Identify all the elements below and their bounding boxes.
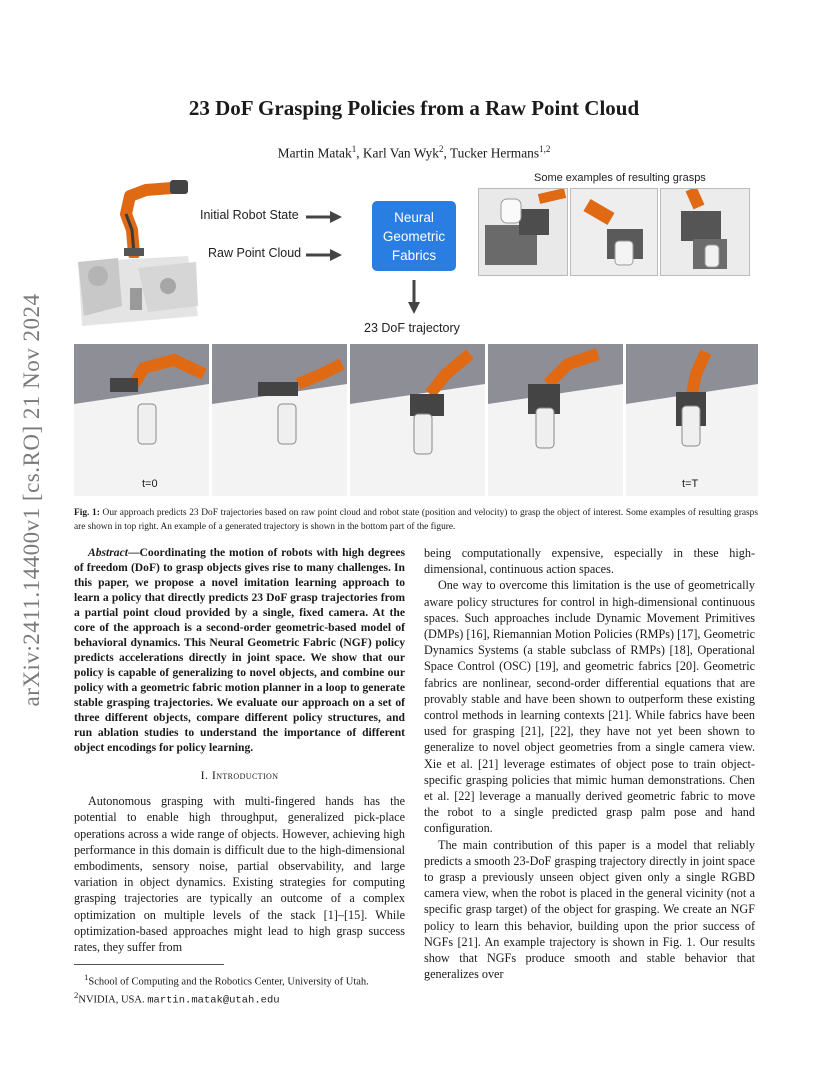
footnote-rule: [74, 964, 224, 965]
ngf-model-label: Neural Geometric Fabrics: [382, 209, 446, 263]
arxiv-id: arXiv:2411.14400v1 [cs.RO] 21 Nov 2024: [19, 293, 44, 707]
left-column: [74, 545, 405, 955]
abstract-label: Abstract: [88, 546, 128, 559]
intro-paragraph-1: Autonomous grasping with multi-fingered hands has the potential to enable high throughput, generalized pick-place operations across a wide range of objects. However, achieving high performance in this domain is difficult due to the high-dimensional embodiments, sensory noise, partial observability, and large variation in object dynamics. Existing strategies for computing grasping trajectories are typically an outcome of a complex optimization on multiple levels of the stack [1]–[15]. While optimization-based approaches might lead to high grasp success rates, they suffer from: [74, 794, 405, 955]
section-title: Introduction: [211, 768, 279, 782]
footnote-affiliation-2: NVIDIA, USA.: [78, 994, 145, 1006]
caption-text: Our approach predicts 23 DoF trajectories based on raw point cloud and robot state (position and velocity) to grasp the object of interest. Some examples of resulting grasps are shown in top right. An example of a generated trajectory is shown in the bottom part of the figure.: [74, 508, 758, 532]
trajectory-frame-4: [488, 344, 623, 496]
grasp-example-1: [478, 188, 568, 276]
author-separator: ,: [356, 145, 363, 161]
figure-caption: [74, 506, 758, 534]
trajectory-frame-1: [74, 344, 209, 496]
point-cloud-image: [78, 256, 198, 326]
grasp-example-2: [570, 188, 658, 276]
author-separator: ,: [443, 145, 450, 161]
label-grasp-examples: Some examples of resulting grasps: [534, 172, 706, 184]
paper-title: 23 DoF Grasping Policies from a Raw Point Cloud: [188, 96, 640, 120]
arrow-down-icon: [407, 280, 421, 314]
footnote-affiliation-1: School of Computing and the Robotics Center, University of Utah.: [88, 976, 369, 988]
label-initial-robot-state: Initial Robot State: [200, 208, 299, 222]
section-heading-introduction: [74, 767, 405, 783]
grasp-example-3: [660, 188, 750, 276]
author-affiliation: 2: [438, 144, 444, 154]
arrow-right-icon: [306, 248, 342, 262]
intro-paragraph-2: One way to overcome this limitation is the use of geometrically aware policy structures for control in high-dimensional continuous spaces. Such approaches include Dynamic Movement Primitives (DMPs) [16], Riemannian Motion Policies (RMPs) [17], Geometric Dynamics Systems (a stable subclass of RMPs) [18], Operational Space Control (OSC) [19], and geometric fabrics [20]. Geometric fabrics are nonlinear, second-order differential equations that are provably stable and have been shown to outperform these existing control methods in learning contexts [21]. While fabrics have been used for grasping [21], [22], they have not yet been shown to generalize to novel object geometries from a single camera view. Xie et al. [21] leverage estimates of object pose to train object-specific grasping policies that mimic human demonstrations. Chen et al. [22] leverage a manually derived geometric fabric to move the robot to a single predicted grasp palm pose and hand configuration.: [424, 578, 755, 836]
trajectory-frame-2: [212, 344, 347, 496]
caption-label: Fig. 1:: [74, 508, 100, 518]
author-email: martin.matak@utah.edu: [147, 994, 280, 1007]
trajectory-frame-3: [350, 344, 485, 496]
arrow-right-icon: [306, 210, 342, 224]
author-list: [0, 144, 828, 161]
abstract-text: Coordinating the motion of robots with high degrees of freedom (DoF) to grasp objects gives rise to many challenges. In this paper, we propose a novel imitation learning approach to learn a policy that directly predicts 23 DoF grasp trajectories from a partial point cloud provided by a single, fixed camera. At the core of the approach is a second-order geometric-based model of behavioral dynamics. This Neural Geometric Fabric (NGF) policy predicts accelerations directly in joint space. We show that our policy is capable of generalizing to novel objects, and combine our policy with a geometric fabric motion planner in a loop to generate stable grasping trajectories. We evaluate our approach on a set of three different objects, compare different policy structures, and run ablation studies to understand the importance of different object encodings for policy learning.: [74, 546, 405, 754]
label-t-start: t=0: [142, 478, 158, 490]
arxiv-sidebar: [14, 285, 50, 715]
abstract-dash: —: [127, 546, 140, 559]
author-affiliation: 1: [351, 144, 357, 154]
intro-paragraph-3: The main contribution of this paper is a model that reliably predicts a smooth 23-DoF grasping trajectory directly in joint space to grasp a previously unseen object given only a single RGBD camera view, when the robot is placed in the general vicinity (not a specific grasp target) of the object for grasping. We create an NGF policy to learn this behavior, building upon the prior success of NGFs [21]. An example trajectory is shown in Fig. 1. Our results show that NGFs produce smooth and stable behavior that generalizes over: [424, 837, 755, 982]
abstract: [74, 545, 405, 755]
intro-paragraph-cont: being computationally expensive, especially in these high-dimensional, continuous action spaces.: [424, 546, 755, 577]
author: Tucker Hermans: [449, 145, 540, 161]
footnotes: [74, 964, 405, 1008]
author: Martin Matak: [277, 145, 352, 161]
footnote-marker: 1: [84, 972, 89, 982]
section-number: I.: [200, 768, 209, 782]
right-column: [424, 545, 755, 982]
label-output-trajectory: 23 DoF trajectory: [364, 321, 460, 335]
robot-arm-image: [110, 174, 190, 258]
author: Karl Van Wyk: [362, 145, 439, 161]
label-t-end: t=T: [682, 478, 699, 490]
label-raw-point-cloud: Raw Point Cloud: [208, 246, 302, 260]
trajectory-frame-5: [626, 344, 758, 496]
figure-1: [74, 170, 758, 500]
ngf-model-box: [372, 201, 456, 271]
author-affiliation: 1,2: [539, 144, 551, 154]
footnote-marker: 2: [74, 990, 79, 1000]
